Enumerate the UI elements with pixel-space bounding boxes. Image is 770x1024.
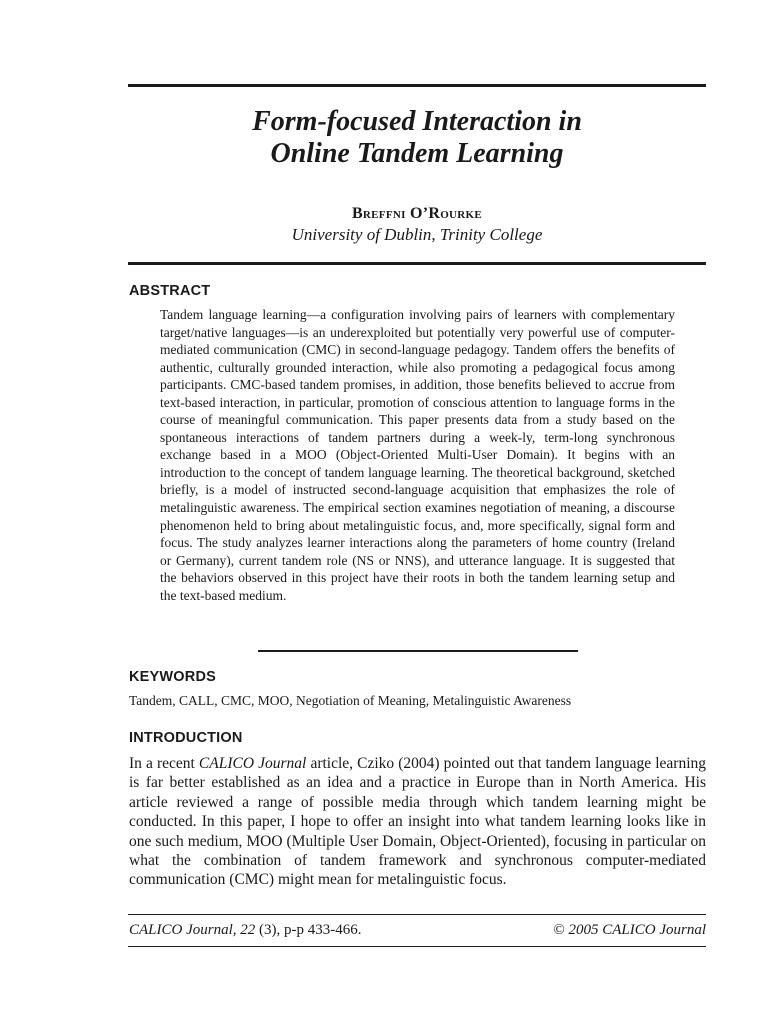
abstract-heading: ABSTRACT [129,283,211,299]
footer-issue: (3), p-p 433-466. [255,922,362,938]
abstract-text: Tandem language learning—a configuration involving pairs of learners with complementary target/native languages—is an underexploited but potentially very powerful use of computer-mediated communication (CMC) in second-language pedagogy. Tandem offers the benefits of authentic, culturally grounded interaction, while also promoting a pedagogical focus among participants. CMC-based tandem promises, in addition, those benefits believed to accrue from text-based interaction, in particular, promotion of conscious attention to language forms in the course of meaningful communication. This paper presents data from a study based on the spontaneous interactions of tandem partners during a week-ly, term-long synchronous exchange based in a MOO (Object-Oriented Multi-User Domain). It begins with an introduction to the concept of tandem language learning. The theoretical background, sketched briefly, is a model of instructed second-language acquisition that emphasizes the role of metalinguistic awareness. The empirical section examines negotiation of meaning, a discourse phenomenon held to bring about metalinguistic focus, and, more specifically, signal form and focus. The study analyzes learner interactions along the parameters of home country (Ireland or Germany), current tandem role (NS or NNS), and utterance language. It is suggested that the behaviors observed in this project have their roots in both the tandem learning setup and the text-based medium. [160,307,675,603]
author-affiliation: University of Dublin, Trinity College [291,225,543,244]
footer-journal: CALICO Journal, 22 [129,922,256,938]
footer-copyright [553,922,706,939]
copyright-symbol: © [553,922,565,938]
introduction-paragraph [129,754,706,890]
intro-journal-name: CALICO Journal [198,755,307,772]
top-rule [128,84,706,87]
intro-text-pre: In a recent [129,755,199,772]
footer-top-rule [128,914,706,915]
keywords-heading: KEYWORDS [129,669,216,685]
header-rule [128,262,706,265]
title-line-1: Form-focused Interaction in [252,106,582,137]
footer-citation [129,922,362,939]
author-name: Breffni O’Rourke [351,205,483,222]
abstract-end-rule [258,650,578,652]
intro-text-post: article, Cziko (2004) pointed out that tandem language learning is far better established as an idea and a practice in Europe than in North America. His article reviewed a range of possible media through which tandem learning might be conducted. In this paper, I hope to offer an insight into what tandem learning looks like in one such medium, MOO (Multiple User Domain, Object-Oriented), focusing in particular on what the combination of tandem framework and synchronous computer-mediated communication (CMC) might mean for metalinguistic focus. [129,755,706,889]
page-footer [129,922,706,939]
footer-copyright-text: 2005 CALICO Journal [564,922,706,938]
title-line-2: Online Tandem Learning [270,138,564,169]
keywords-text: Tandem, CALL, CMC, MOO, Negotiation of Meaning, Metalinguistic Awareness [129,693,572,708]
footer-bottom-rule [128,946,706,947]
paper-title [128,106,706,170]
introduction-heading: INTRODUCTION [129,730,243,746]
